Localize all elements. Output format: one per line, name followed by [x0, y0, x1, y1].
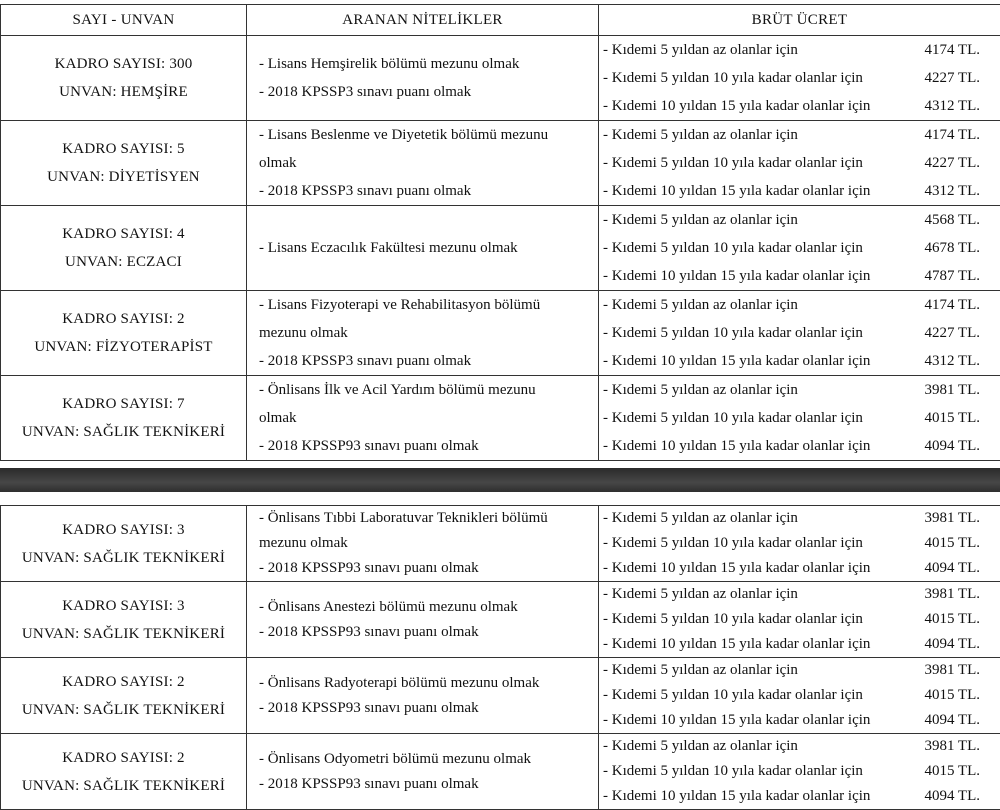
- seniority-label: - Kıdemi 5 yıldan 10 yıla kadar olanlar için: [603, 531, 863, 556]
- salary-line: [599, 708, 1000, 733]
- salary-amount: 4312 TL.: [924, 347, 980, 375]
- seniority-label: - Kıdemi 5 yıldan az olanlar için: [603, 376, 798, 404]
- qualification-line: mezunu olmak: [259, 531, 598, 556]
- seniority-label: - Kıdemi 10 yıldan 15 yıla kadar olanlar için: [603, 432, 870, 460]
- salary-line: [599, 262, 1000, 290]
- salary-amount: 4094 TL.: [924, 784, 980, 809]
- staff-count: KADRO SAYISI: 2: [1, 305, 246, 333]
- salary-amount: 3981 TL.: [924, 376, 980, 404]
- table-header-row: [1, 5, 1000, 36]
- qualifications-cell: [247, 582, 599, 658]
- position-cell: [1, 658, 247, 734]
- salary-amount: 4678 TL.: [924, 234, 980, 262]
- seniority-label: - Kıdemi 5 yıldan 10 yıla kadar olanlar için: [603, 404, 863, 432]
- page-break-band: [0, 468, 1000, 492]
- qualification-line: - Önlisans Tıbbi Laboratuvar Teknikleri bölümü: [259, 506, 598, 531]
- job-title: UNVAN: SAĞLIK TEKNİKERİ: [1, 772, 246, 800]
- salary-line: [599, 319, 1000, 347]
- staff-count: KADRO SAYISI: 2: [1, 744, 246, 772]
- seniority-label: - Kıdemi 5 yıldan 10 yıla kadar olanlar için: [603, 319, 863, 347]
- salary-line: [599, 632, 1000, 657]
- salary-cell: [599, 506, 1000, 582]
- table-row: [1, 121, 1000, 206]
- position-table-top: [0, 4, 1000, 461]
- seniority-label: - Kıdemi 10 yıldan 15 yıla kadar olanlar için: [603, 784, 870, 809]
- salary-line: [599, 531, 1000, 556]
- staff-count: KADRO SAYISI: 2: [1, 668, 246, 696]
- salary-amount: 4015 TL.: [924, 607, 980, 632]
- position-cell: [1, 206, 247, 291]
- staff-count: KADRO SAYISI: 7: [1, 390, 246, 418]
- salary-line: [599, 759, 1000, 784]
- salary-cell: [599, 658, 1000, 734]
- salary-cell: [599, 291, 1000, 376]
- seniority-label: - Kıdemi 5 yıldan az olanlar için: [603, 121, 798, 149]
- job-title: UNVAN: DİYETİSYEN: [1, 163, 246, 191]
- salary-amount: 4227 TL.: [924, 319, 980, 347]
- qualification-line: - 2018 KPSSP3 sınavı puanı olmak: [259, 78, 598, 106]
- salary-cell: [599, 36, 1000, 121]
- job-title: UNVAN: HEMŞİRE: [1, 78, 246, 106]
- seniority-label: - Kıdemi 5 yıldan 10 yıla kadar olanlar için: [603, 149, 863, 177]
- salary-line: [599, 177, 1000, 205]
- table-row: [1, 506, 1000, 582]
- salary-amount: 4312 TL.: [924, 92, 980, 120]
- staff-count: KADRO SAYISI: 4: [1, 220, 246, 248]
- salary-amount: 4227 TL.: [924, 64, 980, 92]
- salary-amount: 3981 TL.: [924, 658, 980, 683]
- salary-amount: 4015 TL.: [924, 683, 980, 708]
- position-cell: [1, 506, 247, 582]
- position-table-bottom: [0, 505, 1000, 810]
- salary-line: [599, 376, 1000, 404]
- qualifications-cell: [247, 36, 599, 121]
- position-cell: [1, 121, 247, 206]
- seniority-label: - Kıdemi 10 yıldan 15 yıla kadar olanlar için: [603, 347, 870, 375]
- salary-line: [599, 234, 1000, 262]
- salary-line: [599, 582, 1000, 607]
- seniority-label: - Kıdemi 5 yıldan az olanlar için: [603, 206, 798, 234]
- job-title: UNVAN: SAĞLIK TEKNİKERİ: [1, 544, 246, 572]
- salary-amount: 4094 TL.: [924, 556, 980, 581]
- table-row: [1, 36, 1000, 121]
- qualifications-cell: [247, 506, 599, 582]
- job-title: UNVAN: ECZACI: [1, 248, 246, 276]
- table-row: [1, 376, 1000, 461]
- header-gross-salary: BRÜT ÜCRET: [599, 5, 1000, 36]
- seniority-label: - Kıdemi 10 yıldan 15 yıla kadar olanlar için: [603, 556, 870, 581]
- seniority-label: - Kıdemi 10 yıldan 15 yıla kadar olanlar için: [603, 92, 870, 120]
- seniority-label: - Kıdemi 5 yıldan az olanlar için: [603, 291, 798, 319]
- salary-line: [599, 404, 1000, 432]
- salary-cell: [599, 121, 1000, 206]
- seniority-label: - Kıdemi 10 yıldan 15 yıla kadar olanlar için: [603, 262, 870, 290]
- qualification-line: - 2018 KPSSP93 sınavı puanı olmak: [259, 432, 598, 460]
- staff-count: KADRO SAYISI: 300: [1, 50, 246, 78]
- qualification-line: - 2018 KPSSP93 sınavı puanı olmak: [259, 620, 598, 645]
- qualifications-cell: [247, 206, 599, 291]
- qualifications-cell: [247, 734, 599, 810]
- salary-line: [599, 734, 1000, 759]
- table-row: [1, 658, 1000, 734]
- table-row: [1, 582, 1000, 658]
- salary-line: [599, 784, 1000, 809]
- qualification-line: - Lisans Hemşirelik bölümü mezunu olmak: [259, 50, 598, 78]
- position-cell: [1, 734, 247, 810]
- qualifications-cell: [247, 658, 599, 734]
- seniority-label: - Kıdemi 5 yıldan 10 yıla kadar olanlar için: [603, 683, 863, 708]
- seniority-label: - Kıdemi 10 yıldan 15 yıla kadar olanlar için: [603, 177, 870, 205]
- salary-amount: 4094 TL.: [924, 708, 980, 733]
- seniority-label: - Kıdemi 5 yıldan az olanlar için: [603, 582, 798, 607]
- salary-line: [599, 64, 1000, 92]
- job-title: UNVAN: SAĞLIK TEKNİKERİ: [1, 418, 246, 446]
- salary-amount: 4787 TL.: [924, 262, 980, 290]
- salary-amount: 4568 TL.: [924, 206, 980, 234]
- qualification-line: olmak: [259, 404, 598, 432]
- salary-line: [599, 291, 1000, 319]
- qualifications-cell: [247, 291, 599, 376]
- qualification-line: - 2018 KPSSP3 sınavı puanı olmak: [259, 177, 598, 205]
- salary-line: [599, 432, 1000, 460]
- qualification-line: - Önlisans Odyometri bölümü mezunu olmak: [259, 747, 598, 772]
- salary-line: [599, 506, 1000, 531]
- qualification-line: - Önlisans Anestezi bölümü mezunu olmak: [259, 595, 598, 620]
- qualifications-cell: [247, 376, 599, 461]
- salary-amount: 4174 TL.: [924, 36, 980, 64]
- qualification-line: - Lisans Beslenme ve Diyetetik bölümü mezunu: [259, 121, 598, 149]
- position-cell: [1, 376, 247, 461]
- salary-cell: [599, 376, 1000, 461]
- salary-amount: 3981 TL.: [924, 506, 980, 531]
- qualification-line: - Lisans Fizyoterapi ve Rehabilitasyon bölümü: [259, 291, 598, 319]
- seniority-label: - Kıdemi 10 yıldan 15 yıla kadar olanlar için: [603, 632, 870, 657]
- salary-amount: 4094 TL.: [924, 432, 980, 460]
- salary-amount: 4015 TL.: [924, 531, 980, 556]
- salary-line: [599, 121, 1000, 149]
- header-qualifications: ARANAN NİTELİKLER: [247, 5, 599, 36]
- qualification-line: mezunu olmak: [259, 319, 598, 347]
- position-cell: [1, 291, 247, 376]
- qualification-line: - 2018 KPSSP93 sınavı puanı olmak: [259, 556, 598, 581]
- position-cell: [1, 36, 247, 121]
- salary-cell: [599, 206, 1000, 291]
- salary-line: [599, 658, 1000, 683]
- salary-amount: 4015 TL.: [924, 404, 980, 432]
- seniority-label: - Kıdemi 5 yıldan 10 yıla kadar olanlar için: [603, 607, 863, 632]
- table-row: [1, 734, 1000, 810]
- table-row: [1, 291, 1000, 376]
- salary-line: [599, 347, 1000, 375]
- qualifications-cell: [247, 121, 599, 206]
- position-cell: [1, 582, 247, 658]
- seniority-label: - Kıdemi 10 yıldan 15 yıla kadar olanlar için: [603, 708, 870, 733]
- qualification-line: - Lisans Eczacılık Fakültesi mezunu olmak: [259, 234, 598, 262]
- salary-amount: 4174 TL.: [924, 291, 980, 319]
- salary-line: [599, 92, 1000, 120]
- seniority-label: - Kıdemi 5 yıldan az olanlar için: [603, 506, 798, 531]
- job-title: UNVAN: SAĞLIK TEKNİKERİ: [1, 620, 246, 648]
- job-title: UNVAN: FİZYOTERAPİST: [1, 333, 246, 361]
- staff-count: KADRO SAYISI: 5: [1, 135, 246, 163]
- qualification-line: - 2018 KPSSP93 sınavı puanı olmak: [259, 696, 598, 721]
- salary-amount: 3981 TL.: [924, 582, 980, 607]
- salary-amount: 4015 TL.: [924, 759, 980, 784]
- seniority-label: - Kıdemi 5 yıldan 10 yıla kadar olanlar için: [603, 64, 863, 92]
- salary-amount: 4227 TL.: [924, 149, 980, 177]
- salary-cell: [599, 582, 1000, 658]
- qualification-line: - 2018 KPSSP3 sınavı puanı olmak: [259, 347, 598, 375]
- salary-line: [599, 683, 1000, 708]
- seniority-label: - Kıdemi 5 yıldan az olanlar için: [603, 658, 798, 683]
- salary-amount: 3981 TL.: [924, 734, 980, 759]
- salary-line: [599, 36, 1000, 64]
- qualification-line: olmak: [259, 149, 598, 177]
- salary-amount: 4094 TL.: [924, 632, 980, 657]
- qualification-line: - 2018 KPSSP93 sınavı puanı olmak: [259, 772, 598, 797]
- salary-cell: [599, 734, 1000, 810]
- qualification-line: - Önlisans İlk ve Acil Yardım bölümü mezunu: [259, 376, 598, 404]
- staff-count: KADRO SAYISI: 3: [1, 592, 246, 620]
- salary-line: [599, 556, 1000, 581]
- staff-count: KADRO SAYISI: 3: [1, 516, 246, 544]
- salary-line: [599, 206, 1000, 234]
- salary-amount: 4312 TL.: [924, 177, 980, 205]
- salary-line: [599, 607, 1000, 632]
- salary-line: [599, 149, 1000, 177]
- seniority-label: - Kıdemi 5 yıldan az olanlar için: [603, 36, 798, 64]
- salary-amount: 4174 TL.: [924, 121, 980, 149]
- job-title: UNVAN: SAĞLIK TEKNİKERİ: [1, 696, 246, 724]
- seniority-label: - Kıdemi 5 yıldan az olanlar için: [603, 734, 798, 759]
- seniority-label: - Kıdemi 5 yıldan 10 yıla kadar olanlar için: [603, 759, 863, 784]
- qualification-line: - Önlisans Radyoterapi bölümü mezunu olmak: [259, 671, 598, 696]
- seniority-label: - Kıdemi 5 yıldan 10 yıla kadar olanlar için: [603, 234, 863, 262]
- table-row: [1, 206, 1000, 291]
- header-count-title: SAYI - UNVAN: [1, 5, 247, 36]
